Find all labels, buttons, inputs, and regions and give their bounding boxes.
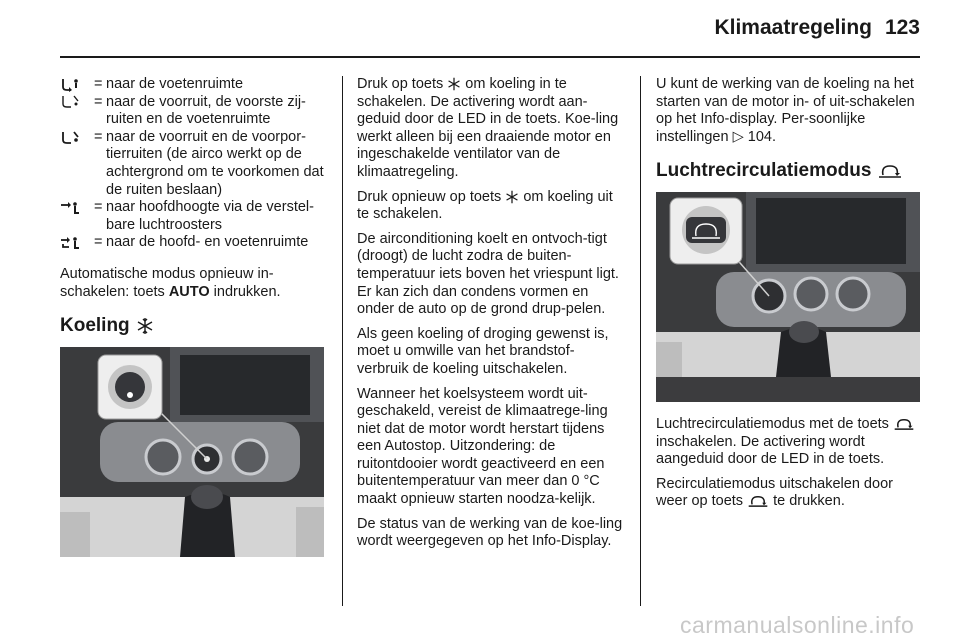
status-paragraph: De status van de werking van de koe-ling wordt weergegeven op het Info-Display. bbox=[357, 515, 623, 550]
fuel-paragraph: Als geen koeling of droging gewenst is, moet u omwille van het brandstof-verbruik de koeling uitschakelen. bbox=[357, 325, 609, 377]
page-header bbox=[0, 0, 960, 62]
mode-description: naar hoofdhoogte via de verstel-bare luchtroosters bbox=[106, 199, 314, 233]
recirculation-on-paragraph: Luchtrecirculatiemodus met de toets inschakelen. De activering wordt aangeduid door de LED in de toets. bbox=[656, 416, 920, 469]
cooling-on-paragraph: Druk op toets om koeling in te schakelen. De activering wordt aan-geduid door de LED in de toets. Koe-ling werkt alleen bij een draaiende motor en ingeschakelde ventilator van de klimaatregeling. bbox=[357, 76, 619, 180]
air-to-windscreen-floor-icon bbox=[60, 94, 94, 112]
air-to-windscreen-floor-side-icon bbox=[60, 129, 94, 147]
recirculation-button-photo bbox=[656, 192, 920, 402]
snowflake-icon bbox=[136, 317, 154, 335]
recirculation-icon bbox=[747, 494, 769, 508]
air-to-floor-icon bbox=[60, 76, 94, 94]
page-number: 123 bbox=[884, 16, 920, 39]
column-middle bbox=[357, 76, 623, 558]
mode-row-head-floor: = naar de hoofd- en voetenruimte bbox=[60, 234, 324, 252]
recirculation-icon bbox=[893, 417, 915, 431]
column-right bbox=[656, 76, 920, 518]
section-heading-cooling: Koeling bbox=[60, 317, 324, 335]
header-divider bbox=[60, 56, 920, 58]
mode-description: naar de hoofd- en voetenruimte bbox=[106, 234, 309, 251]
mode-row-windscreen-floor: = naar de voorruit, de voorste zij-ruiten en de voetenruimte bbox=[60, 94, 324, 129]
watermark: carmanualsonline.info bbox=[680, 612, 915, 638]
recirculation-off-paragraph: Recirculatiemodus uitschakelen door weer op toets te drukken. bbox=[656, 475, 893, 510]
mode-row-floor: = naar de voetenruimte bbox=[60, 76, 324, 94]
recirculation-icon bbox=[877, 163, 903, 179]
mode-description: naar de voetenruimte bbox=[106, 76, 244, 92]
auto-instruction: Automatische modus opnieuw in-schakelen: toets AUTO indrukken. bbox=[60, 265, 281, 300]
autostop-paragraph: Wanneer het koelsysteem wordt uit-geschakeld, vereist de klimaatrege-ling niet dat de motor wordt herstart tijdens een Autostop. Uitzondering: de ruitontdooier wordt geactiveerd en een buitentemperatuur van meer dan 0 °C maakt opnieuw starten noodza-kelijk. bbox=[357, 385, 608, 508]
auto-key: AUTO bbox=[168, 283, 210, 300]
air-to-head-icon bbox=[60, 199, 94, 217]
cooling-off-paragraph: Druk opnieuw op toets om koeling uit te schakelen. bbox=[357, 188, 613, 223]
column-left bbox=[60, 76, 324, 557]
air-to-head-floor-icon bbox=[60, 234, 94, 252]
column-divider bbox=[640, 76, 641, 606]
page-title: Klimaatregeling bbox=[714, 16, 872, 39]
condensation-paragraph: De airconditioning koelt en ontvoch-tigt (droogt) de lucht zodra de buiten-temperatuur iets boven het vriespunt ligt. Er kan zich dan condens vormen en onder de auto op de grond drup-pelen. bbox=[357, 230, 619, 318]
info-display-paragraph: U kunt de werking van de koeling na het starten van de motor in- of uit-schakelen op het Info-display. Per-soonlijke instellingen ▷ 104. bbox=[656, 76, 915, 145]
section-heading-recirculation: Luchtrecirculatiemodus bbox=[656, 162, 920, 180]
mode-row-windscreen-side: = naar de voorruit en de voorpor-tierruiten (de airco werkt op de achtergrond om te voorkomen dat de ruiten beslaan) bbox=[60, 129, 324, 199]
mode-row-head: = naar hoofdhoogte via de verstel-bare luchtroosters bbox=[60, 199, 324, 234]
snowflake-icon bbox=[505, 190, 519, 204]
column-divider bbox=[342, 76, 343, 606]
page-reference-arrow-icon: ▷ bbox=[732, 128, 744, 145]
snowflake-icon bbox=[447, 77, 461, 91]
mode-description: naar de voorruit en de voorpor-tierruiten (de airco werkt op de achtergrond om te voorkomen dat de ruiten beslaan) bbox=[106, 128, 324, 198]
mode-description: naar de voorruit, de voorste zij-ruiten en de voetenruimte bbox=[106, 93, 306, 128]
cooling-button-photo bbox=[60, 347, 324, 557]
